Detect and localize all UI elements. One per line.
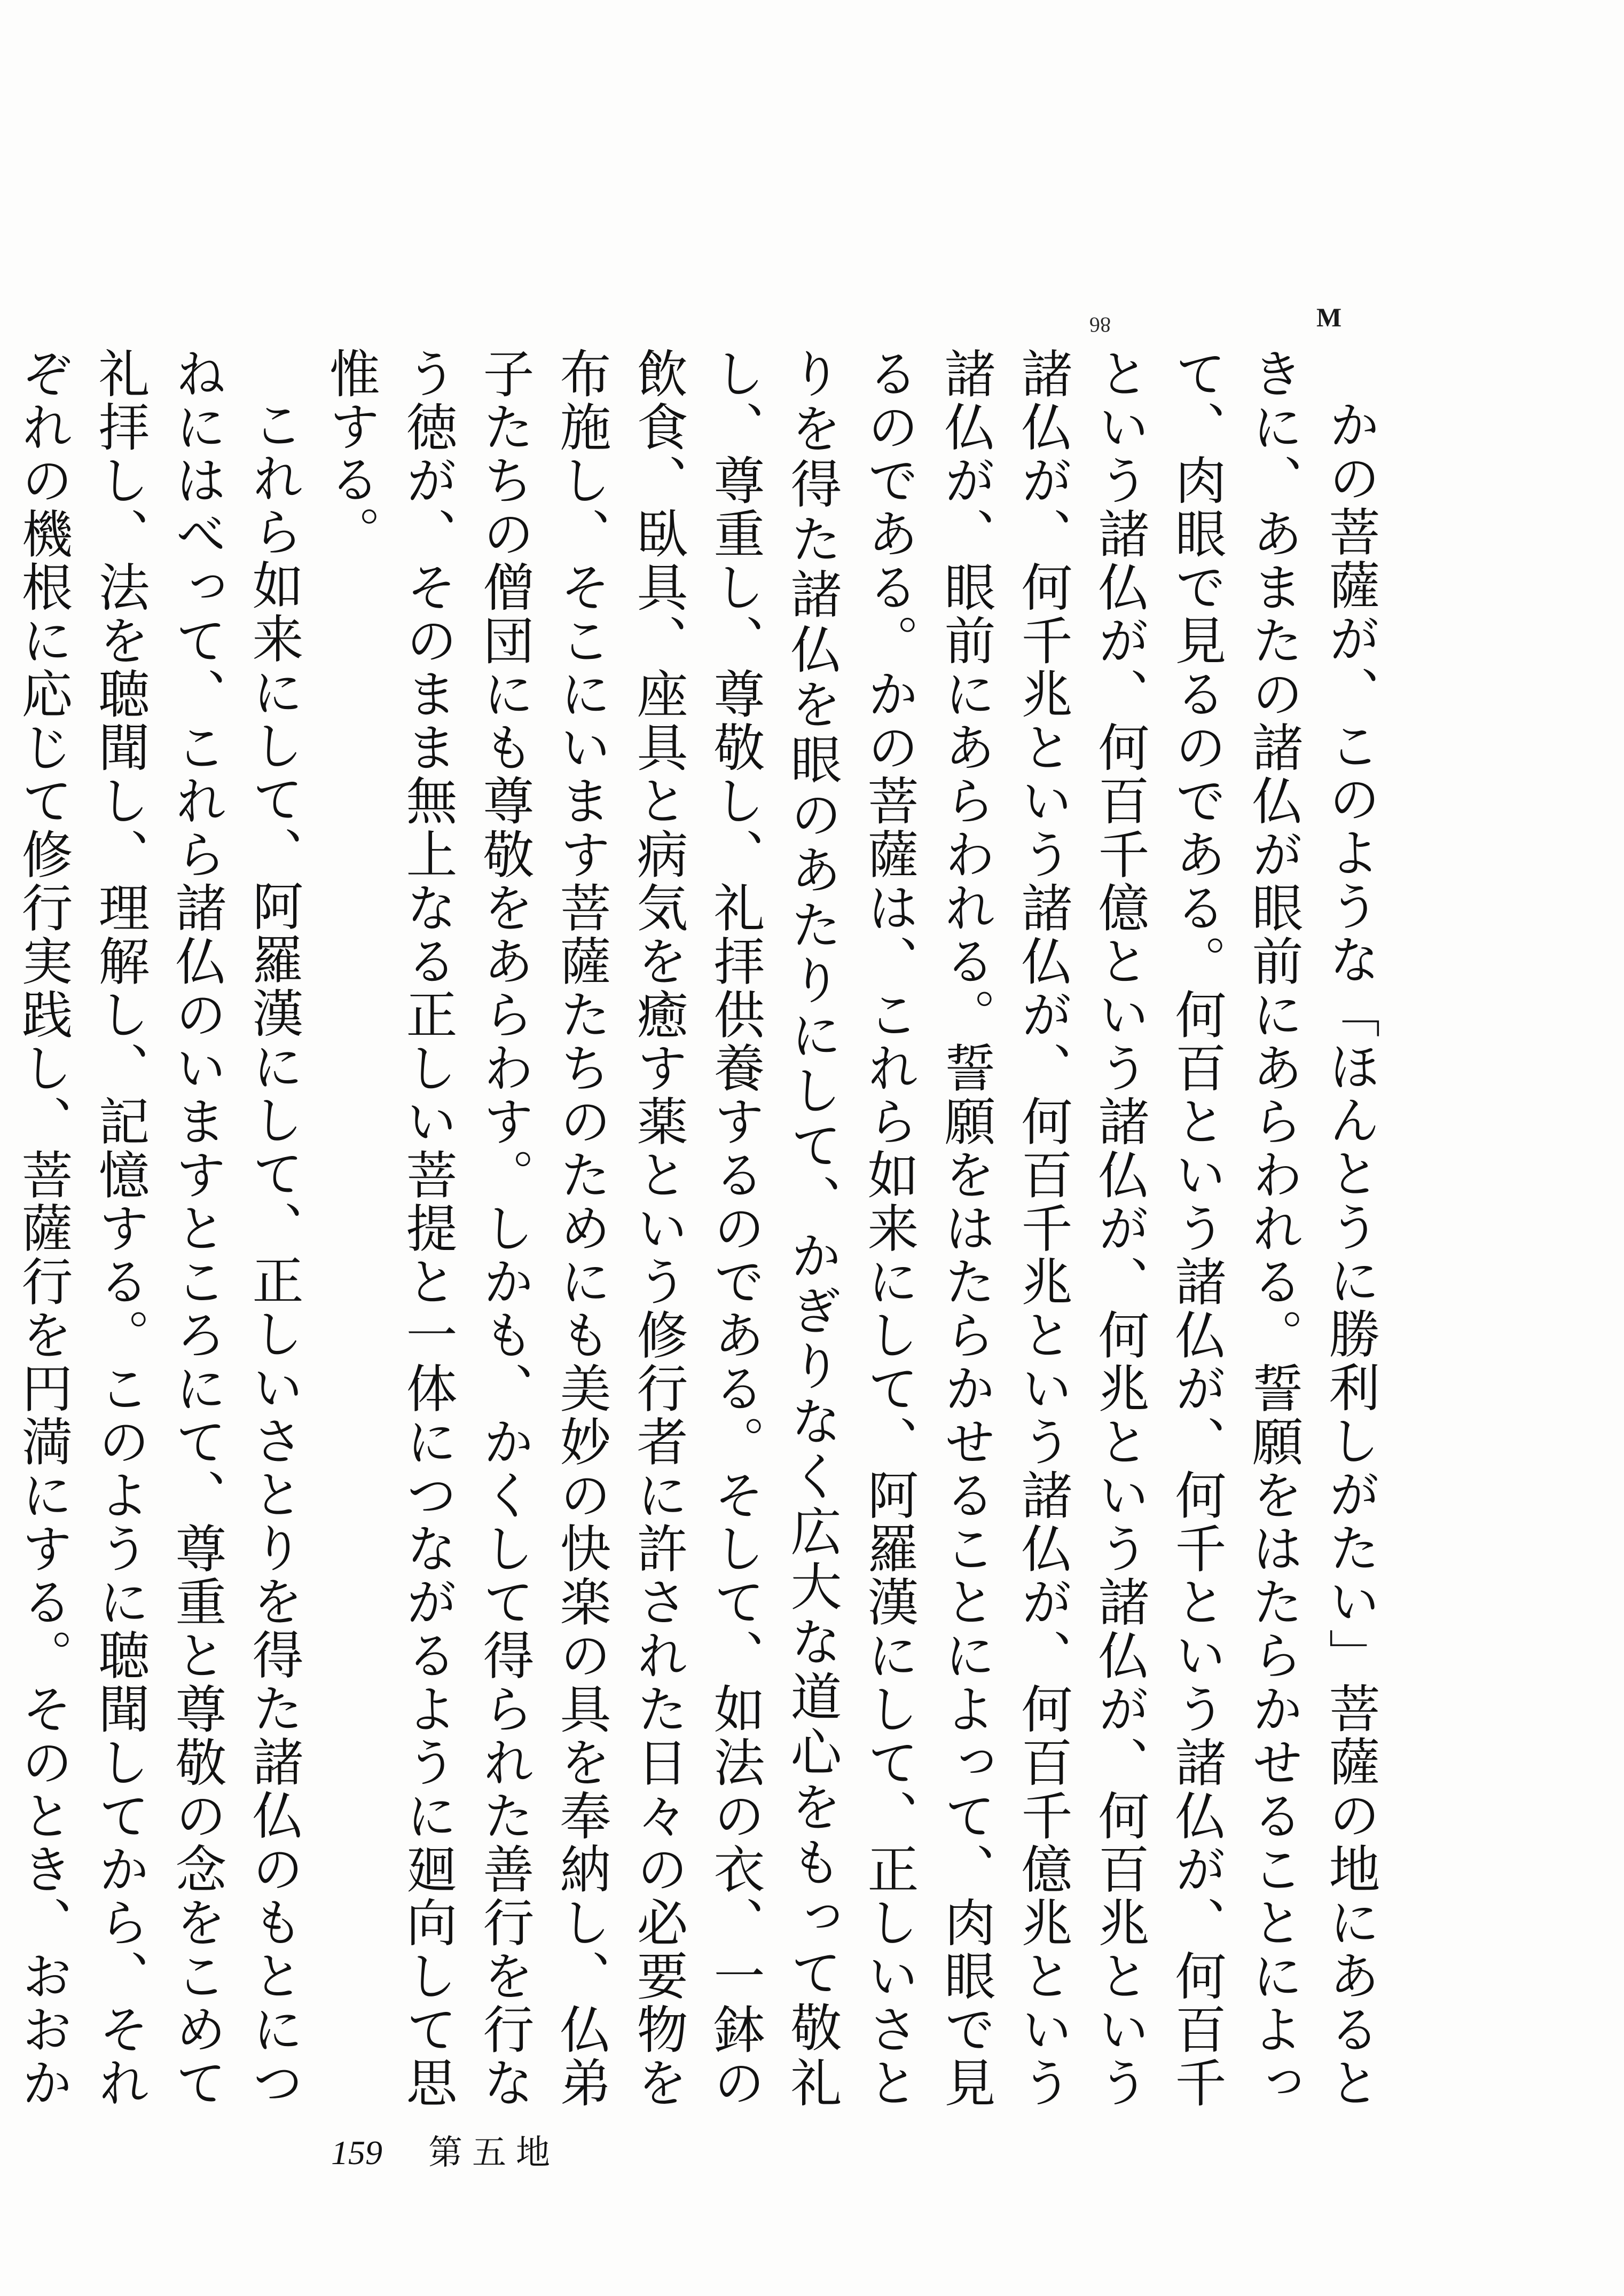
page-number: 159 [331, 2134, 382, 2172]
page-footer [331, 2125, 560, 2174]
corner-marker: M [1316, 302, 1342, 332]
vertical-body-text [13, 347, 1389, 2109]
chapter-title: 第五地 [428, 2133, 560, 2173]
inverted-page-mark: 86 [1089, 313, 1111, 337]
paragraph-1: かの菩薩が、このような「ほんとうに勝利しがたい」菩薩の地にあるときに、あまたの諸仏が眼前にあらわれる。誓願をはたらかせることによって、肉眼で見るのである。何百という諸仏が、何千という諸仏が、何百千という諸仏が、何百千億という諸仏が、何兆という諸仏が、何百兆という諸仏が、何千兆という諸仏が、何百千兆という諸仏が、何百千億兆という諸仏が、眼前にあらわれる。誓願をはたらかせることによって、肉眼で見るのである。かの菩薩は、これら如来にして、阿羅漢にして、正しいさとりを得た諸仏を眼のあたりにして、かぎりなく広大な道心をもって敬礼し、尊重し、尊敬し、礼拝供養するのである。そして、如法の衣、一鉢の飲食、臥具、座具と病気を癒す薬という修行者に許された日々の必要物を布施し、そこにいます菩薩たちのためにも美妙の快楽の具を奉納し、仏弟子たちの僧団にも尊敬をあらわす。しかも、かくして得られた善行を行なう徳が、そのまま無上なる正しい菩提と一体につながるように廻向して思惟する。 [321, 347, 1380, 2109]
paragraph-2: これら如来にして、阿羅漢にして、正しいさとりを得た諸仏のもとにつねにはべって、これら諸仏のいますところにて、尊重と尊敬の念をこめて礼拝し、法を聴聞し、理解し、記憶する。このように聴聞してから、それぞれの機根に応じて修行実践し、菩薩行を円満にする。そのとき、おおか [13, 347, 304, 2109]
